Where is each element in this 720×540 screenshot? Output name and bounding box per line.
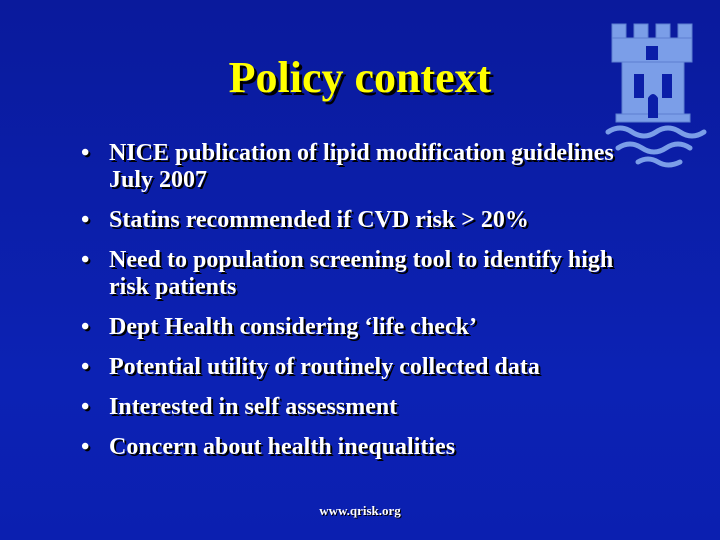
bullet-item <box>78 140 638 194</box>
bullet-item <box>78 207 638 234</box>
bullet-text: Statins recommended if CVD risk > 20% <box>109 207 529 233</box>
bullet-dot: • <box>81 207 90 233</box>
bullet-dot: • <box>81 354 90 380</box>
bullet-text: Concern about health inequalities <box>109 434 456 460</box>
footer-url: www.qrisk.org <box>319 503 401 518</box>
bullet-item <box>78 247 638 301</box>
bullet-item <box>78 394 638 421</box>
bullet-dot: • <box>81 394 90 420</box>
bullet-list <box>78 140 638 474</box>
bullet-text: NICE publication of lipid modification guidelines July 2007 <box>109 140 614 193</box>
bullet-item <box>78 354 638 381</box>
bullet-item <box>78 314 638 341</box>
bullet-text: Potential utility of routinely collected data <box>109 354 540 380</box>
bullet-dot: • <box>81 314 90 340</box>
slide-title: Policy context <box>228 53 492 102</box>
bullet-dot: • <box>81 434 90 460</box>
bullet-dot: • <box>81 247 90 273</box>
bullet-item <box>78 434 638 461</box>
bullet-text: Need to population screening tool to identify high risk patients <box>109 247 614 300</box>
bullet-dot: • <box>81 140 90 166</box>
bullet-text: Dept Health considering ‘life check’ <box>109 314 477 340</box>
bullet-text: Interested in self assessment <box>109 394 398 420</box>
